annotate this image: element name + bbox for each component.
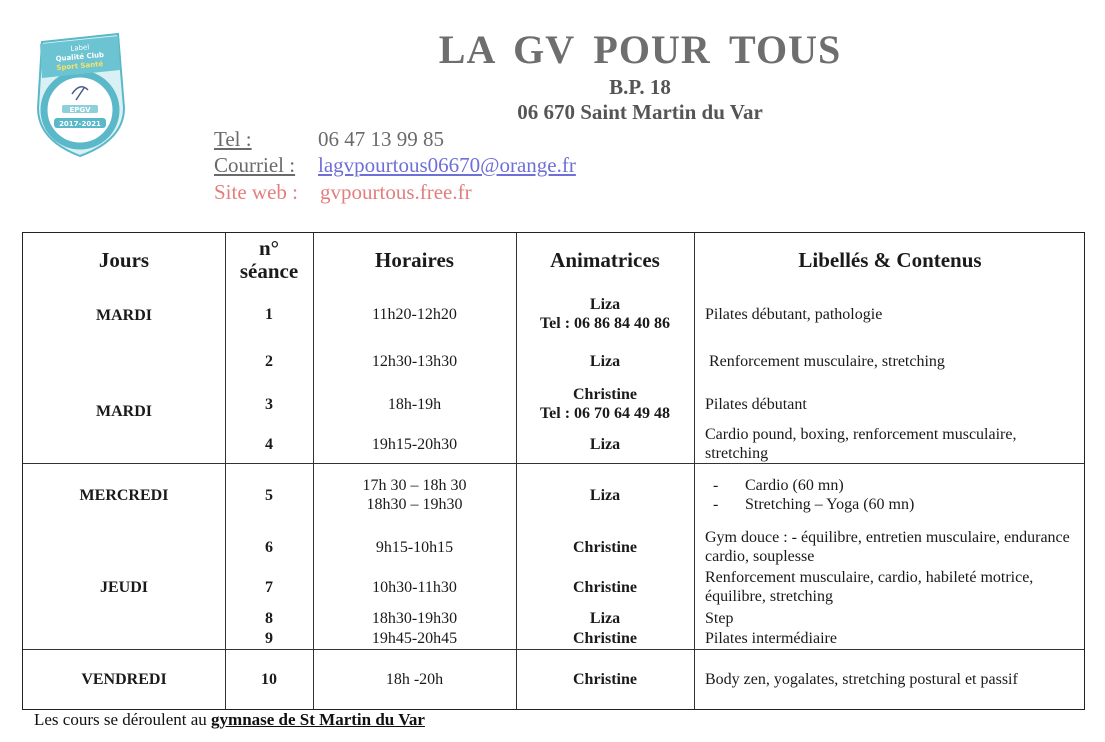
session-instructor: Christine (573, 578, 637, 596)
logo-line1: Label (70, 43, 90, 53)
session-instructor: Christine (573, 670, 637, 688)
website-label: Site web : (214, 180, 298, 204)
session-time: 18h-19h (387, 395, 442, 413)
session-time (313, 473, 516, 517)
session-content: Body zen, yogalates, stretching postural et passif (705, 670, 1018, 688)
header-days: Jours (98, 247, 150, 272)
list-item: - Stretching – Yoga (60 mn) (705, 495, 914, 514)
session-content: Renforcement musculaire, cardio, habileté motrice, équilibre, stretching (705, 569, 1034, 605)
header-instructors: Animatrices (550, 247, 660, 272)
session-instructor: Liza (589, 352, 621, 370)
session-time: 10h30-11h30 (372, 578, 457, 596)
logo-line3: Sport Santé (56, 59, 104, 73)
phone-value: 06 47 13 99 85 (318, 127, 444, 151)
session-number: 2 (265, 352, 273, 370)
session-time: 18h30-19h30 (371, 609, 458, 627)
logo-years: 2017-2021 (59, 120, 101, 128)
logo-tag: Hors Liv (69, 137, 91, 143)
contact-email (214, 153, 576, 178)
session-instructor: Christine (573, 538, 637, 556)
phone-label: Tel : (214, 127, 252, 151)
org-address: 06 670 Saint Martin du Var (517, 100, 763, 124)
session-instructor: Liza (589, 609, 621, 627)
session-time-slot-1: 17h 30 – 18h 30 (362, 477, 467, 494)
day-jeudi: JEUDI (99, 578, 148, 596)
session-number: 6 (265, 538, 273, 556)
session-instructor: Liza (589, 435, 621, 453)
session-number: 10 (261, 670, 277, 688)
header-session (225, 233, 313, 287)
header-contents: Libellés & Contenus (798, 247, 982, 272)
session-number: 3 (265, 395, 273, 413)
instructor-name: Liza (589, 296, 621, 313)
session-content (705, 473, 1080, 517)
session-number: 5 (265, 486, 273, 504)
session-content: Pilates débutant, pathologie (705, 305, 883, 323)
session-time: 18h -20h (385, 670, 444, 688)
email-label: Courriel : (214, 153, 296, 177)
day-vendredi: VENDREDI (81, 670, 167, 688)
session-number: 9 (265, 629, 273, 647)
session-number: 4 (265, 435, 273, 453)
session-content-list (705, 476, 914, 514)
contact-website (214, 180, 472, 205)
schedule-table (22, 232, 1085, 710)
email-link[interactable]: lagvpourtous06670@orange.fr (318, 153, 576, 177)
website-link[interactable]: gvpourtous.free.fr (320, 180, 472, 204)
session-time: 12h30-13h30 (371, 352, 458, 370)
session-time: 19h45-20h45 (371, 629, 458, 647)
day-mardi: MARDI (96, 306, 152, 324)
session-content: Gym douce : - équilibre, entretien musculaire, endurance cardio, souplesse (705, 529, 1070, 565)
session-instructor (516, 293, 694, 335)
header-session-label: séance (239, 259, 299, 283)
instructor-name: Christine (573, 386, 637, 403)
session-content: Step (705, 609, 734, 627)
session-time: 19h15-20h30 (371, 435, 458, 453)
session-content: Cardio pound, boxing, renforcement musculaire, stretching (705, 426, 1017, 462)
footer-note (34, 710, 425, 730)
session-content: Pilates débutant (705, 395, 807, 413)
session-time-slot-2: 18h30 – 19h30 (366, 496, 463, 513)
day-mardi-2: MARDI (96, 402, 152, 420)
session-content: Renforcement musculaire, stretching (709, 352, 945, 370)
logo-org: EPGV (69, 106, 91, 114)
session-time: 9h15-10h15 (375, 538, 454, 556)
session-instructor: Liza (589, 486, 621, 504)
org-po-box: B.P. 18 (609, 75, 671, 99)
instructor-phone: Tel : 06 86 84 40 86 (539, 315, 671, 332)
logo-line2: Qualité Club (55, 50, 105, 64)
list-item: - Cardio (60 mn) (705, 476, 914, 495)
footer-text: Les cours se déroulent au (34, 710, 212, 729)
day-mercredi: MERCREDI (79, 486, 169, 504)
session-number: 1 (265, 305, 273, 323)
instructor-phone: Tel : 06 70 64 49 48 (539, 405, 671, 422)
contact-phone (214, 127, 444, 152)
session-content: Pilates intermédiaire (705, 629, 837, 647)
org-title: LA GV POUR TOUS (438, 27, 842, 72)
session-number: 8 (265, 609, 273, 627)
session-instructor: Christine (573, 629, 637, 647)
header-session-number: n° (258, 236, 280, 260)
session-time: 11h20-12h20 (372, 305, 457, 323)
session-number: 7 (265, 578, 273, 596)
footer-venue: gymnase de St Martin du Var (211, 710, 425, 729)
header-times: Horaires (375, 247, 454, 272)
session-instructor (516, 383, 694, 425)
